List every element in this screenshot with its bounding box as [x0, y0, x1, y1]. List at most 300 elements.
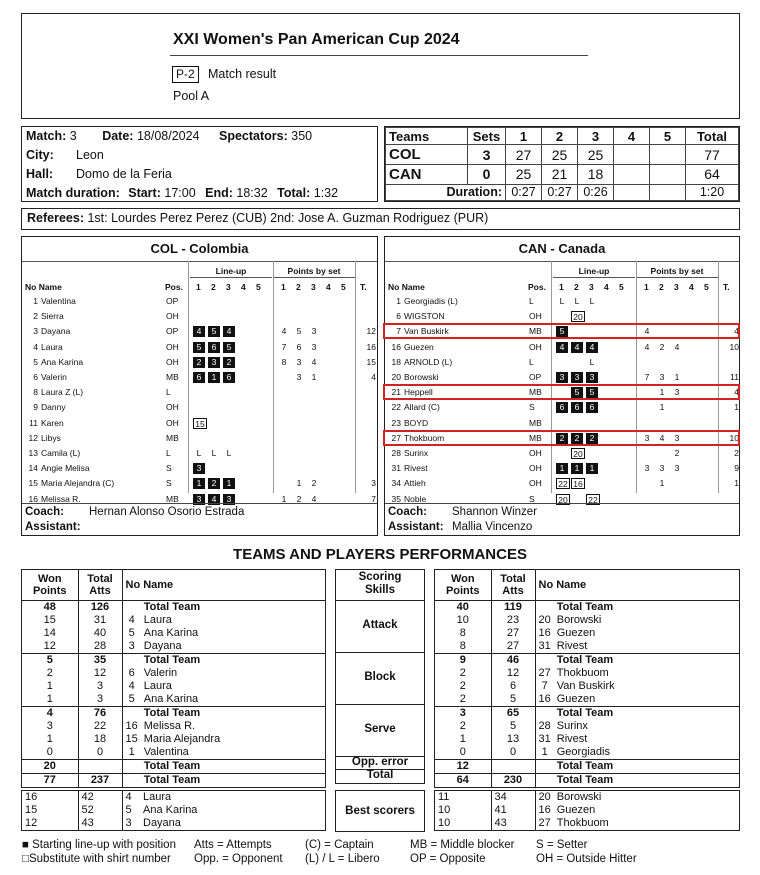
player-row: [385, 400, 739, 415]
roster-title: CAN - Canada: [518, 241, 606, 256]
lineup-cell: 1: [556, 463, 568, 474]
legend-item: Opp. = Opponent: [194, 853, 283, 865]
player-row: [22, 461, 377, 476]
col-points-set: 3: [311, 282, 316, 292]
player-row: [22, 324, 377, 339]
col-sets: 3: [468, 145, 506, 165]
player-name: WIGSTON: [404, 311, 445, 322]
lineup-cell: 1: [571, 463, 583, 474]
spectators-label: Spectators:: [219, 129, 288, 143]
player-total: 12: [366, 326, 376, 337]
player-no: 4: [125, 791, 132, 803]
lineup-cell: 4: [193, 326, 205, 337]
player-number: 21: [391, 387, 401, 398]
won-points: 12: [22, 640, 78, 654]
lineup-cell: 4: [223, 326, 235, 337]
player-row: [22, 476, 377, 491]
points-cell: 2: [296, 493, 302, 504]
points-group-line: [637, 277, 719, 278]
player-name: Georgiadis (L): [404, 296, 458, 306]
player-total: 16: [366, 341, 376, 352]
match-info: [21, 126, 378, 202]
lineup-cell: 5: [556, 326, 568, 337]
player-name: Rivest: [556, 639, 588, 652]
player-name: Maria Alejandra (C): [41, 478, 115, 489]
highlight-box: [383, 384, 740, 400]
player-total: 7: [371, 493, 376, 504]
player-name: Heppell: [404, 387, 433, 398]
player-number: 34: [391, 478, 401, 489]
player-no: 15: [125, 732, 138, 745]
lineup-cell: 6: [223, 372, 235, 383]
player-position: S: [529, 493, 535, 504]
player-position: S: [166, 478, 172, 489]
best-scorers-col: [21, 790, 326, 831]
player-name: Attieh: [404, 478, 426, 489]
player-position: OH: [166, 311, 179, 322]
won-points: 16: [22, 791, 78, 804]
player-position: OP: [529, 372, 542, 382]
end-time: 18:32: [236, 186, 268, 200]
points-cell: 4: [659, 432, 665, 443]
total-atts: 22: [78, 720, 122, 733]
lineup-cell: 6: [556, 402, 568, 413]
player-row: [22, 355, 377, 370]
player-no: 4: [128, 613, 135, 626]
player-position: L: [166, 448, 171, 458]
player-name: Sierra: [41, 311, 64, 322]
player-number: 3: [33, 326, 38, 337]
skill-label: Block: [364, 671, 396, 683]
lineup-cell: 4: [571, 342, 583, 353]
city-label: City:: [26, 148, 54, 162]
player-no: [535, 773, 554, 787]
legend-item: ■ Starting line-up with position: [22, 839, 176, 851]
lineup-cell: 6: [571, 402, 583, 413]
col-pos: Pos.: [528, 282, 546, 292]
lineup-cell: 5: [223, 342, 235, 353]
lineup-cell: 3: [571, 372, 583, 383]
player-name: Dayana: [41, 326, 71, 337]
lineup-cell: 3: [193, 494, 205, 505]
player-name: Guezen: [556, 692, 596, 705]
player-number: 6: [396, 311, 401, 322]
player-number: 1: [33, 296, 38, 306]
won-points: 10: [435, 804, 491, 817]
points-cell: 6: [296, 341, 302, 352]
dur-total: 1:20: [686, 184, 739, 200]
won-points: 3: [435, 706, 491, 720]
start-label: Start:: [128, 186, 161, 200]
hdr-won-points: Won Points: [435, 570, 491, 600]
player-no: 27: [538, 817, 551, 829]
player-no: [535, 653, 554, 667]
player-name: Van Buskirk: [404, 326, 449, 337]
player-no: [122, 653, 141, 667]
coach-row: [385, 504, 739, 520]
col-points-set: 1: [281, 282, 286, 292]
document-type: Match result: [208, 67, 277, 81]
won-points: 8: [435, 640, 491, 654]
player-name: Dayana: [143, 639, 182, 652]
total-atts: 3: [78, 693, 122, 707]
roster-column-headers: [22, 280, 377, 292]
player-total: 4: [371, 372, 376, 382]
lineup-cell: 2: [208, 478, 220, 489]
legend-item: MB = Middle blocker: [410, 839, 515, 851]
player-number: 6: [33, 372, 38, 382]
player-name: Total Team: [141, 773, 325, 787]
player-row: [385, 370, 739, 385]
points-cell: 4: [644, 341, 650, 352]
player-row: [385, 324, 739, 339]
player-name: Maria Alejandra: [143, 732, 221, 745]
player-name: Total Team: [141, 759, 325, 773]
lineup-cell: L: [196, 448, 202, 458]
player-position: OH: [166, 356, 179, 367]
lineup-cell: 16: [571, 478, 585, 489]
player-row: [385, 431, 739, 446]
end-label: End:: [205, 186, 233, 200]
player-name: Ana Karina: [143, 692, 199, 705]
player-name: Thokbuom: [556, 666, 609, 679]
player-number: 1: [396, 296, 401, 306]
won-points: 77: [22, 773, 78, 787]
assistant-row: [385, 519, 739, 535]
player-row: [385, 461, 739, 476]
col-lineup-set: 1: [559, 282, 564, 292]
player-name: Laura: [143, 679, 172, 692]
dur-set1: 0:27: [506, 184, 542, 200]
hall-value: Domo de la Feria: [76, 167, 172, 181]
lineup-cell: 2: [571, 433, 583, 444]
won-points: 2: [435, 693, 491, 707]
player-number: 13: [28, 448, 38, 458]
points-cell: 3: [644, 432, 650, 443]
col-lineup-set: 5: [256, 282, 261, 292]
roster-canada: [384, 236, 740, 536]
player-total: 10: [729, 432, 739, 443]
player-name: Melissa R.: [41, 493, 81, 504]
player-row: [22, 400, 377, 415]
points-cell: 2: [659, 341, 665, 352]
total-atts: 34: [491, 791, 535, 804]
player-no: 16: [538, 626, 551, 639]
player-number: 16: [28, 493, 38, 504]
performance-table: [435, 570, 739, 787]
total-atts: 119: [491, 600, 535, 614]
total-atts: 46: [491, 653, 535, 667]
col-lineup-set: 1: [196, 282, 201, 292]
won-points: 2: [435, 720, 491, 733]
duration-row-label: Duration:: [386, 184, 506, 200]
player-row: [385, 446, 739, 461]
lineup-group-line: [190, 277, 272, 278]
hdr-no-name: No Name: [122, 570, 325, 600]
points-cell: 5: [296, 326, 302, 337]
player-name: Borowski: [404, 372, 439, 382]
player-name: Georgiadis: [556, 745, 610, 758]
player-position: OH: [529, 463, 542, 474]
points-cell: 1: [311, 372, 317, 382]
player-total: 1: [734, 478, 739, 489]
total-atts: 0: [491, 746, 535, 760]
player-position: OH: [529, 478, 542, 489]
player-no: 20: [538, 613, 551, 626]
player-name: Borowski: [556, 791, 602, 803]
player-total: 1: [734, 402, 739, 413]
points-cell: 4: [281, 326, 287, 337]
player-row: [22, 370, 377, 385]
points-cell: 3: [659, 463, 665, 474]
total-atts: 35: [78, 653, 122, 667]
player-name: Ana Karina: [143, 804, 198, 816]
points-cell: 7: [281, 341, 287, 352]
player-name: Total Team: [554, 706, 739, 720]
player-no: 5: [128, 626, 135, 639]
player-row: [385, 294, 739, 309]
player-row: [385, 340, 739, 355]
roster-column-headers: [385, 280, 739, 292]
won-points: 15: [22, 614, 78, 627]
won-points: 1: [435, 733, 491, 746]
player-number: 31: [391, 463, 401, 474]
points-cell: 1: [674, 372, 680, 382]
won-points: 10: [435, 817, 491, 830]
col-no-name: No Name: [25, 282, 62, 292]
col-total: T.: [723, 282, 730, 292]
player-name: Van Buskirk: [556, 679, 615, 692]
total-atts: 12: [78, 667, 122, 680]
col-set2: 25: [542, 145, 578, 165]
total-atts: 126: [78, 600, 122, 614]
player-row: [385, 309, 739, 324]
duration-label: Match duration:: [26, 186, 120, 200]
total-atts: 41: [491, 804, 535, 817]
lineup-cell: 5: [571, 387, 583, 398]
lineup-cell: 20: [571, 311, 585, 322]
lineup-group-label: Line-up: [578, 266, 610, 276]
col-no-name: No Name: [388, 282, 425, 292]
player-position: OP: [166, 296, 179, 306]
total-atts: 76: [78, 706, 122, 720]
col-points-set: 4: [326, 282, 331, 292]
player-name: Angie Melisa: [41, 463, 90, 474]
player-name: BOYD: [404, 417, 429, 428]
skill-label: Opp. error: [351, 755, 409, 768]
total-atts: 12: [491, 667, 535, 680]
match-date: 18/08/2024: [136, 129, 200, 143]
player-number: 35: [391, 493, 401, 504]
points-cell: 4: [311, 356, 317, 367]
won-points: 11: [435, 791, 491, 804]
col-lineup-set: 2: [211, 282, 216, 292]
player-total: 2: [734, 448, 739, 458]
player-total: 15: [366, 356, 376, 367]
document-code: P-2: [172, 66, 199, 83]
lineup-cell: 22: [586, 494, 600, 505]
player-position: L: [166, 387, 171, 398]
player-name: ARNOLD (L): [404, 356, 453, 367]
player-position: OH: [529, 311, 542, 322]
mid-group-line: [336, 704, 424, 705]
player-no: 7: [541, 679, 548, 692]
player-total: 4: [734, 387, 739, 398]
player-no: [122, 706, 141, 720]
lineup-cell: 2: [223, 357, 235, 368]
total-time: 1:32: [313, 186, 339, 200]
col-lineup-set: 4: [241, 282, 246, 292]
hdr-set3: 3: [578, 128, 614, 145]
performance-title: TEAMS AND PLAYERS PERFORMANCES: [233, 546, 527, 563]
hdr-set4: 4: [614, 128, 650, 145]
total-atts: 52: [78, 804, 122, 817]
player-number: 2: [33, 311, 38, 322]
dur-set3: 0:26: [578, 184, 614, 200]
points-cell: 3: [644, 463, 650, 474]
lineup-cell: 5: [193, 342, 205, 353]
hdr-won-points: Won Points: [22, 570, 78, 600]
points-cell: 3: [674, 432, 680, 443]
player-number: 14: [28, 463, 38, 474]
won-points: 40: [435, 600, 491, 614]
won-points: 64: [435, 773, 491, 787]
coach-label: Coach:: [388, 506, 427, 518]
col-lineup-set: 5: [619, 282, 624, 292]
start-time: 17:00: [164, 186, 196, 200]
won-points: 8: [435, 627, 491, 640]
hdr-set5: 5: [650, 128, 686, 145]
won-points: 14: [22, 627, 78, 640]
coach-row: [22, 504, 377, 520]
player-position: MB: [529, 326, 542, 337]
lineup-group-label: Line-up: [215, 266, 247, 276]
lineup-cell: 3: [556, 372, 568, 383]
legend-item: Atts = Attempts: [194, 839, 272, 851]
player-name: Surinx: [556, 719, 588, 732]
player-number: 22: [391, 402, 401, 413]
best-scorers-table: [435, 791, 739, 830]
col-points-set: 1: [644, 282, 649, 292]
can-set2: 21: [542, 165, 578, 185]
player-name: Guezen: [556, 626, 596, 639]
points-cell: 1: [659, 402, 665, 413]
won-points: 0: [435, 746, 491, 760]
points-cell: 7: [644, 372, 650, 382]
score-table: [384, 126, 740, 202]
match-number: 3: [69, 129, 77, 143]
player-position: OH: [166, 402, 179, 413]
won-points: 2: [435, 667, 491, 680]
player-name: Ana Karina: [143, 626, 199, 639]
lineup-cell: 5: [586, 387, 598, 398]
player-name: Laura: [143, 613, 172, 626]
player-row: [22, 294, 377, 309]
total-atts: 28: [78, 640, 122, 654]
player-position: L: [529, 356, 534, 367]
player-position: OH: [166, 341, 179, 352]
col-lineup-set: 3: [226, 282, 231, 292]
player-name: Borowski: [556, 613, 602, 626]
player-name: Laura Z (L): [41, 387, 84, 398]
lineup-cell: 3: [223, 494, 235, 505]
roster-header-line: [385, 261, 739, 262]
team-can: CAN: [386, 165, 468, 185]
player-total: 4: [734, 326, 739, 337]
points-cell: 1: [659, 387, 665, 398]
won-points: 48: [22, 600, 78, 614]
player-no: 3: [128, 639, 135, 652]
referees-text: 1st: Lourdes Perez Perez (CUB) 2nd: Jose A. Guzman Rodriguez (PUR): [87, 211, 489, 225]
lineup-cell: 1: [208, 372, 220, 383]
hdr-total-atts: Total Atts: [78, 570, 122, 600]
total-atts: 27: [491, 627, 535, 640]
player-name: Camila (L): [41, 448, 81, 458]
total-atts: 18: [78, 733, 122, 746]
points-cell: 3: [311, 326, 317, 337]
roster-header-line: [22, 261, 377, 262]
points-cell: 3: [659, 372, 665, 382]
player-no: [535, 759, 554, 773]
player-name: Laura: [41, 341, 63, 352]
points-cell: 3: [674, 387, 680, 398]
lineup-cell: 3: [193, 463, 205, 474]
player-name: Total Team: [556, 600, 614, 613]
total-atts: 0: [78, 746, 122, 760]
lineup-cell: 5: [208, 326, 220, 337]
player-position: OH: [166, 417, 179, 428]
player-name: Rivest: [404, 463, 428, 474]
lineup-cell: L: [211, 448, 217, 458]
player-number: 4: [33, 341, 38, 352]
player-number: 28: [391, 448, 401, 458]
total-atts: 65: [491, 706, 535, 720]
lineup-cell: 15: [193, 418, 207, 429]
points-cell: 4: [311, 493, 317, 504]
total-atts: 43: [491, 817, 535, 830]
player-number: 5: [33, 356, 38, 367]
points-cell: 2: [311, 478, 317, 489]
dur-set2: 0:27: [542, 184, 578, 200]
player-name: Dayana: [143, 817, 181, 829]
player-name: Valentina: [143, 745, 189, 758]
col-points-set: 2: [659, 282, 664, 292]
won-points: 2: [22, 667, 78, 680]
col-lineup-set: 3: [589, 282, 594, 292]
player-row: [385, 416, 739, 431]
referees-box: [21, 208, 740, 230]
points-cell: 3: [311, 341, 317, 352]
best-scorers-label-box: [335, 790, 425, 832]
pool-label: Pool A: [173, 89, 210, 103]
legend-item: S = Setter: [536, 839, 588, 851]
player-number: 12: [28, 432, 38, 443]
can-set3: 18: [578, 165, 614, 185]
player-no: 16: [538, 804, 551, 816]
lineup-cell: 2: [556, 433, 568, 444]
player-no: [535, 600, 554, 614]
player-number: 8: [33, 387, 38, 398]
player-no: 5: [125, 804, 132, 816]
player-no: 28: [538, 719, 551, 732]
col-points-set: 5: [341, 282, 346, 292]
player-position: MB: [166, 372, 179, 382]
player-total: 11: [730, 372, 739, 382]
lineup-cell: L: [589, 296, 595, 306]
won-points: 4: [22, 706, 78, 720]
player-position: MB: [166, 432, 179, 443]
can-set4: [614, 165, 650, 185]
